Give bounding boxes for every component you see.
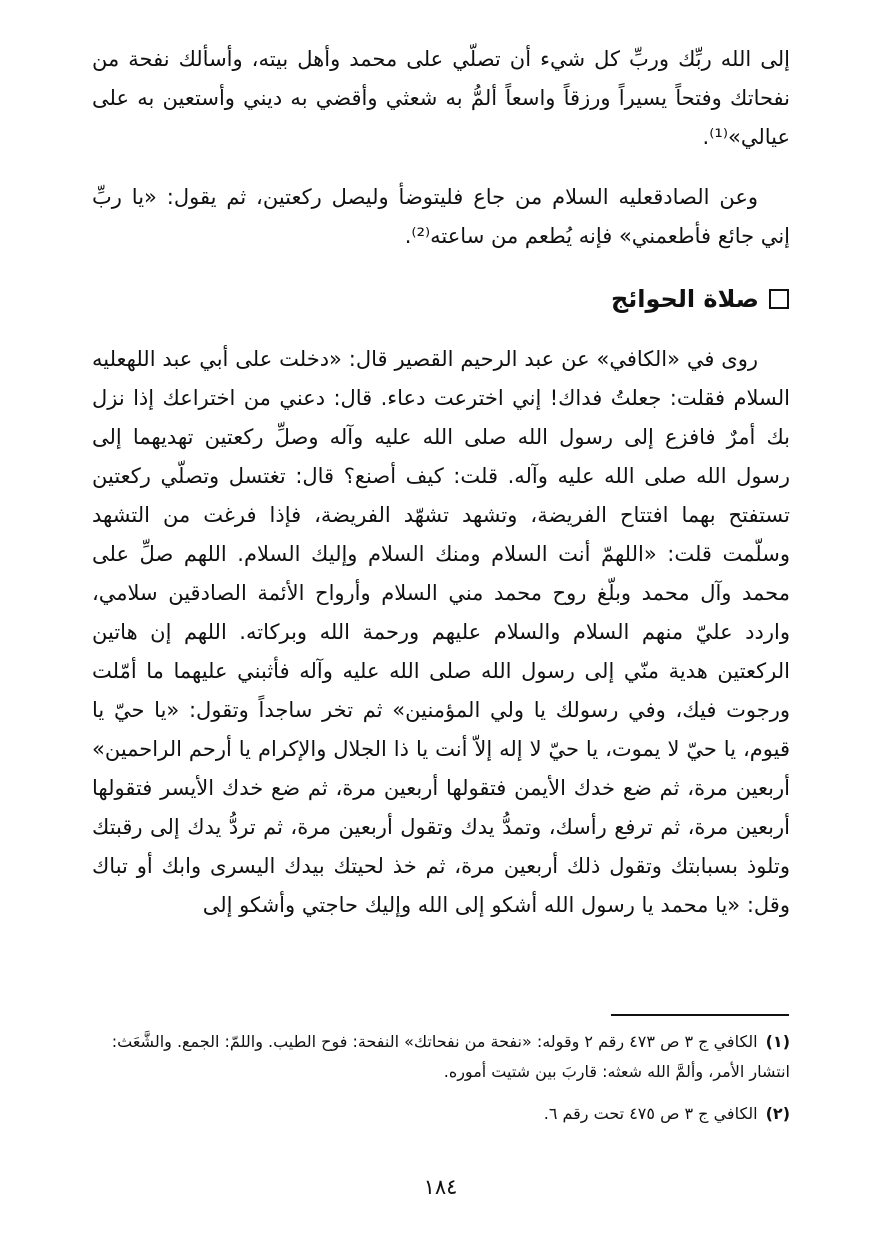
page-number: ١٨٤ — [423, 1175, 458, 1199]
footnote-1-text: الكافي ج ٣ ص ٤٧٣ رقم ٢ وقوله: «نفحة من نفحاتك» النفحة: فوح الطيب. واللمّ: الجمع. والشَّعَث: انتشار الأمر، وألمَّ الله شعثه: قاربَ بين شتيت أموره. — [111, 1032, 790, 1081]
footnote-2-number: (٢) — [765, 1104, 790, 1123]
paragraph-supplication-end: إلى الله ربِّك وربِّ كل شيء أن تصلّي على محمد وأهل بيته، وأسألك نفحة من نفحاتك وفتحاً يسيراً ورزقاً واسعاً ألمُّ به شعثي وأقضي به ديني وأستعين به على عيالي»⁽¹⁾. — [92, 47, 790, 149]
square-bullet-icon — [769, 289, 789, 309]
paragraph-needs-prayer: روى في «الكافي» عن عبد الرحيم القصير قال: «دخلت على أبي عبد اللهعليه السلام فقلت: جعلتُ فداك! إني اخترعت دعاء. قال: دعني من اختراعك إذا نزل بك أمرٌ فافزع إلى رسول الله صلى الله عليه وآله وصلِّ ركعتين تهديهما إلى رسول الله صلى الله عليه وآله. قلت: كيف أصنع؟ قال: تغتسل وتصلّي ركعتين تستفتح بهما افتتاح الفريضة، وتشهد تشهّد الفريضة، فإذا فرغت من التشهد وسلّمت قلت: «اللهمّ أنت السلام ومنك السلام وإليك السلام. اللهم صلِّ على محمد وآل محمد وبلّغ روح محمد مني السلام وأرواح الأئمة الصادقين سلامي، واردد عليّ منهم السلام والسلام عليهم ورحمة الله وبركاته. اللهم إن هاتين الركعتين هدية منّي إلى رسول الله صلى الله عليه وآله فأثبني عليهما ما أمّلت ورجوت فيك، وفي رسولك يا ولي المؤمنين» ثم تخر ساجداً وتقول: «يا حيّ يا قيوم، يا حيّ لا يموت، يا حيّ لا إله إلاّ أنت يا ذا الجلال والإكرام يا أرحم الراحمين» أربعين مرة، ثم ضع خدك الأيمن فتقولها أربعين مرة، ثم ضع خدك الأيسر فتقولها أربعين مرة، ثم ترفع رأسك، وتمدُّ يدك وتقول أربعين مرة، ثم تردُّ يدك إلى رقبتك وتلوذ بسبابتك وتقول ذلك أربعين مرة، ثم خذ لحيتك بيدك اليسرى وابك أو تباك وقل: «يا محمد يا رسول الله أشكو إلى الله وإليك حاجتي وأشكو إلى — [92, 347, 790, 917]
footnote-2-text: الكافي ج ٣ ص ٤٧٥ تحت رقم ٦. — [543, 1104, 758, 1123]
section-heading — [611, 285, 789, 313]
footnote-1 — [92, 1027, 790, 1087]
section-heading-title: صلاة الحوائج — [610, 285, 759, 313]
footnote-separator — [611, 1014, 789, 1016]
paragraph-hunger-prayer: وعن الصادقعليه السلام من جاع فليتوضأ وليصل ركعتين، ثم يقول: «يا ربِّ إني جائع فأطعمني» فإنه يُطعم من ساعته⁽²⁾. — [92, 185, 790, 248]
footnote-1-number: (١) — [765, 1032, 790, 1051]
footnote-2 — [92, 1099, 790, 1129]
